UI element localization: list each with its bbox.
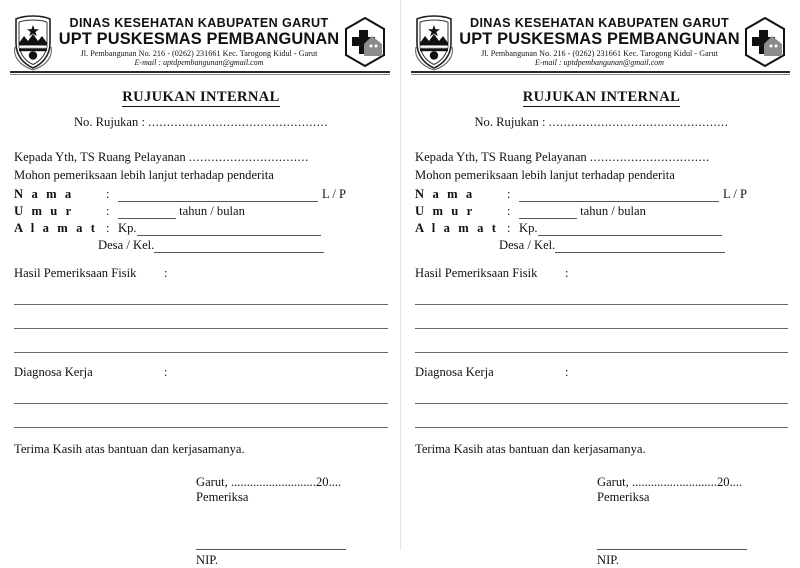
field-colon-nama: : (507, 187, 511, 201)
field-label-nama: N a m a (14, 187, 74, 201)
alamat-kp-label: Kp. (118, 221, 137, 235)
field-colon-umur: : (106, 204, 110, 218)
diagnosis-row (415, 365, 788, 380)
closing-text: Terima Kasih atas bantuan dan kerjasamanya. (415, 442, 646, 456)
place-date-line[interactable]: Garut, ...........................20.... (597, 475, 743, 489)
table-row-desa (415, 237, 788, 254)
addressee-input[interactable]: ................................ (589, 150, 710, 164)
document-title (14, 89, 388, 106)
alamat-kp-label: Kp. (519, 221, 538, 235)
gender-option-lp[interactable]: L / P (723, 187, 748, 201)
physical-exam-line-3[interactable] (415, 334, 788, 353)
physical-exam-line-2[interactable] (415, 310, 788, 329)
physical-exam-row (415, 266, 788, 281)
letterhead (401, 0, 800, 66)
field-colon-umur: : (507, 204, 511, 218)
table-row-desa (14, 237, 388, 254)
examiner-label: Pemeriksa (196, 490, 249, 504)
nip-label: NIP. (597, 553, 620, 567)
addressee-row (415, 150, 788, 165)
organization-address: Jl. Pembangunan No. 216 - (0262) 231661 Kec. Tarogong Kidul - Garut (481, 48, 718, 58)
physical-exam-label: Hasil Pemeriksaan Fisik (415, 266, 538, 280)
garut-regency-crest-icon (411, 13, 457, 71)
physical-exam-line-1[interactable] (415, 286, 788, 305)
field-label-alamat: A l a m a t (415, 221, 499, 235)
organization-email: E-mail : uptdpembangunan@gmail.com (134, 57, 264, 67)
physical-exam-line-3[interactable] (14, 334, 388, 353)
nama-input[interactable] (118, 188, 318, 202)
diagnosis-colon: : (164, 365, 168, 379)
organization-name: UPT PUSKESMAS PEMBANGUNAN (459, 29, 740, 48)
physical-exam-line-2[interactable] (14, 310, 388, 329)
reference-number-input[interactable]: ................................................ (548, 115, 729, 129)
field-value-nama (118, 186, 388, 203)
diagnosis-row (14, 365, 388, 380)
desa-label: Desa / Kel. (499, 238, 556, 252)
physical-exam-row (14, 266, 388, 281)
physical-exam-line-1[interactable] (14, 286, 388, 305)
addressee-input[interactable]: ................................ (188, 150, 309, 164)
signature-block (14, 475, 388, 568)
letterhead-divider (411, 71, 790, 75)
diagnosis-colon: : (565, 365, 569, 379)
closing-text: Terima Kasih atas bantuan dan kerjasamanya. (14, 442, 245, 456)
reference-number-row (14, 115, 388, 130)
nip-label: NIP. (196, 553, 219, 567)
field-value-desa (14, 237, 388, 254)
field-value-nama (519, 186, 788, 203)
reference-number-label: No. Rujukan : (474, 115, 546, 129)
desa-input[interactable] (555, 239, 725, 253)
referral-form-copy-left (0, 0, 400, 567)
physical-exam-colon: : (164, 266, 168, 280)
diagnosis-label: Diagnosa Kerja (415, 365, 494, 379)
hexagon-cross-house-icon (342, 16, 388, 68)
umur-input[interactable] (519, 205, 577, 219)
letterhead-text (56, 17, 342, 67)
referral-form-copy-right (400, 0, 800, 567)
organization-name: UPT PUSKESMAS PEMBANGUNAN (58, 29, 340, 48)
table-row-nama (415, 186, 788, 203)
field-colon-nama: : (106, 187, 110, 201)
patient-fields-table (14, 186, 388, 254)
diagnosis-line-1[interactable] (14, 385, 388, 404)
document-title-text: RUJUKAN INTERNAL (122, 89, 280, 105)
alamat-kp-input[interactable] (137, 222, 321, 236)
signature-block (415, 475, 788, 568)
addressee-label: Kepada Yth, TS Ruang Pelayanan (14, 150, 186, 164)
table-row-nama (14, 186, 388, 203)
addressee-row (14, 150, 388, 165)
organization-address: Jl. Pembangunan No. 216 - (0262) 231661 Kec. Tarogong Kidul - Garut (80, 48, 318, 58)
desa-label: Desa / Kel. (98, 238, 155, 252)
examiner-label: Pemeriksa (597, 490, 650, 504)
reference-number-input[interactable]: ................................................ (148, 115, 329, 129)
patient-fields-table (415, 186, 788, 254)
field-value-umur (519, 203, 788, 220)
physical-exam-label: Hasil Pemeriksaan Fisik (14, 266, 137, 280)
diagnosis-line-2[interactable] (14, 409, 388, 428)
organization-email: E-mail : uptdpembangunan@gmail.com (535, 57, 664, 67)
document-title (415, 89, 788, 106)
field-value-alamat (118, 220, 388, 237)
field-label-nama: N a m a (415, 187, 475, 201)
field-label-alamat: A l a m a t (14, 221, 98, 235)
request-line: Mohon pemeriksaan lebih lanjut terhadap penderita (415, 168, 675, 182)
reference-number-row (415, 115, 788, 130)
alamat-kp-input[interactable] (538, 222, 722, 236)
addressee-label: Kepada Yth, TS Ruang Pelayanan (415, 150, 587, 164)
organization-parent-name: DINAS KESEHATAN KABUPATEN GARUT (69, 16, 329, 31)
table-row-alamat (14, 220, 388, 237)
letterhead (0, 0, 400, 66)
garut-regency-crest-icon (10, 13, 56, 71)
table-row-alamat (415, 220, 788, 237)
field-value-alamat (519, 220, 788, 237)
field-value-umur (118, 203, 388, 220)
document-title-text: RUJUKAN INTERNAL (522, 89, 681, 105)
field-colon-alamat: : (507, 221, 511, 235)
place-date-line[interactable]: Garut, ...........................20.... (196, 475, 342, 489)
field-label-umur: U m u r (415, 204, 475, 218)
umur-unit-label: tahun / bulan (179, 204, 245, 218)
request-line: Mohon pemeriksaan lebih lanjut terhadap penderita (14, 168, 274, 182)
reference-number-label: No. Rujukan : (73, 115, 145, 129)
diagnosis-line-2[interactable] (415, 409, 788, 428)
table-row-umur (14, 203, 388, 220)
table-row-umur (415, 203, 788, 220)
desa-input[interactable] (154, 239, 324, 253)
diagnosis-line-1[interactable] (415, 385, 788, 404)
field-colon-alamat: : (106, 221, 110, 235)
nama-input[interactable] (519, 188, 719, 202)
hexagon-cross-house-icon (742, 16, 788, 68)
gender-option-lp[interactable]: L / P (322, 187, 347, 201)
form-body (0, 89, 400, 568)
field-value-desa (415, 237, 788, 254)
physical-exam-colon: : (565, 266, 569, 280)
letterhead-text (457, 17, 742, 67)
diagnosis-label: Diagnosa Kerja (14, 365, 93, 379)
umur-input[interactable] (118, 205, 176, 219)
form-body (401, 89, 800, 568)
organization-parent-name: DINAS KESEHATAN KABUPATEN GARUT (470, 16, 729, 31)
letterhead-divider (10, 71, 390, 75)
umur-unit-label: tahun / bulan (580, 204, 646, 218)
field-label-umur: U m u r (14, 204, 74, 218)
